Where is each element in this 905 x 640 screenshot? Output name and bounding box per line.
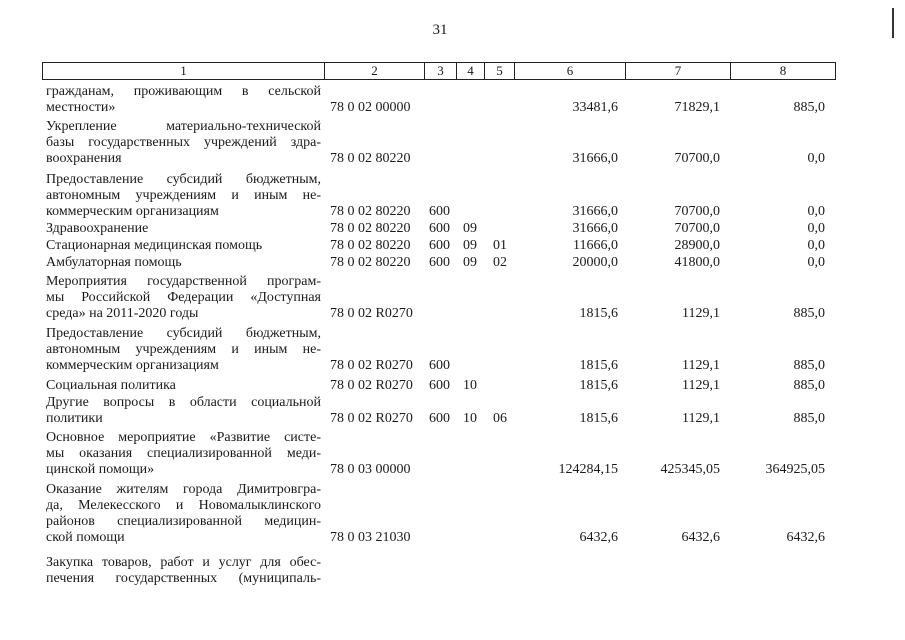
amount-col-7: 1129,1 [682, 378, 720, 393]
amount-col-6: 31666,0 [572, 204, 618, 219]
expense-type: 600 [429, 221, 450, 236]
amount-col-8: 0,0 [807, 204, 825, 219]
header-col-7: 7 [626, 63, 731, 79]
scan-edge-mark [892, 8, 894, 38]
row-description [46, 255, 321, 271]
amount-col-7: 71829,1 [674, 100, 720, 115]
expense-type: 600 [429, 204, 450, 219]
amount-col-7: 425345,05 [660, 462, 720, 477]
row-description [46, 555, 321, 587]
page-number: 31 [432, 22, 448, 38]
amount-col-8: 6432,6 [786, 530, 825, 545]
expense-type: 600 [429, 255, 450, 270]
budget-code: 78 0 03 00000 [330, 462, 411, 477]
amount-col-8: 0,0 [807, 221, 825, 236]
row-description [46, 326, 321, 374]
budget-code: 78 0 02 00000 [330, 100, 411, 115]
table-row [0, 255, 905, 271]
amount-col-6: 31666,0 [572, 221, 618, 236]
amount-col-7: 28900,0 [674, 238, 720, 253]
amount-col-8: 885,0 [793, 306, 825, 321]
row-description [46, 119, 321, 167]
amount-col-8: 0,0 [807, 255, 825, 270]
description-line: Оказание жителям города Димитровгра- [46, 482, 321, 497]
description-line: гражданам, проживающим в сельской [46, 84, 321, 99]
section-code: 09 [463, 238, 477, 253]
header-col-6: 6 [515, 63, 626, 79]
amount-col-6: 20000,0 [572, 255, 618, 270]
header-col-8: 8 [779, 63, 787, 78]
description-line: автономным учреждениям и иным не- [46, 188, 321, 203]
amount-col-6: 1815,6 [579, 411, 618, 426]
table-row [0, 274, 905, 322]
description-line: Предоставление субсидий бюджетным, [46, 172, 321, 187]
budget-code: 78 0 02 80220 [330, 255, 411, 270]
budget-code: 78 0 02 80220 [330, 221, 411, 236]
amount-col-7: 70700,0 [674, 204, 720, 219]
amount-col-7: 70700,0 [674, 151, 720, 166]
budget-code: 78 0 02 R0270 [330, 306, 413, 321]
expense-type: 600 [429, 238, 450, 253]
subsection-code: 01 [493, 238, 507, 253]
amount-col-8: 885,0 [793, 358, 825, 373]
description-line: ской помощи [46, 530, 125, 545]
budget-code: 78 0 02 80220 [330, 238, 411, 253]
expense-type: 600 [429, 358, 450, 373]
description-line: Здравоохранение [46, 221, 149, 236]
row-description [46, 172, 321, 220]
row-description [46, 84, 321, 116]
description-line: Социальная политика [46, 378, 176, 393]
budget-code: 78 0 03 21030 [330, 530, 411, 545]
section-code: 09 [463, 221, 477, 236]
table-row [0, 238, 905, 254]
amount-col-8: 885,0 [793, 378, 825, 393]
table-row [0, 395, 905, 427]
amount-col-7: 1129,1 [682, 411, 720, 426]
description-line: воохранения [46, 151, 122, 166]
row-description [46, 274, 321, 322]
header-col-3: 3 [425, 63, 457, 79]
amount-col-7: 1129,1 [682, 306, 720, 321]
section-code: 10 [463, 378, 477, 393]
description-line: районов специализированной медицин- [46, 514, 321, 529]
description-line: да, Мелекесского и Новомалыклинского [46, 498, 321, 513]
table-row [0, 326, 905, 374]
description-line: Мероприятия государственной програм- [46, 274, 321, 289]
header-col-4: 4 [457, 63, 485, 79]
description-line: Укрепление материально-технической [46, 119, 321, 134]
table-row [0, 430, 905, 478]
table-row [0, 482, 905, 546]
budget-code: 78 0 02 80220 [330, 151, 411, 166]
budget-code: 78 0 02 80220 [330, 204, 411, 219]
amount-col-8: 0,0 [807, 151, 825, 166]
amount-col-7: 1129,1 [682, 358, 720, 373]
table-row [0, 221, 905, 237]
amount-col-8: 364925,05 [765, 462, 825, 477]
description-line: Предоставление субсидий бюджетным, [46, 326, 321, 341]
description-line: местности» [46, 100, 116, 115]
amount-col-6: 33481,6 [572, 100, 618, 115]
row-description [46, 482, 321, 546]
description-line: автономным учреждениям и иным не- [46, 342, 321, 357]
description-line: цинской помощи» [46, 462, 155, 477]
row-description [46, 378, 321, 394]
description-line: коммерческим организациям [46, 358, 219, 373]
row-description [46, 395, 321, 427]
amount-col-6: 1815,6 [579, 358, 618, 373]
amount-col-6: 6432,6 [579, 530, 618, 545]
description-line: Стационарная медицинская помощь [46, 238, 263, 253]
budget-code: 78 0 02 R0270 [330, 358, 413, 373]
description-line: мы Российской Федерации «Доступная [46, 290, 321, 305]
description-line: коммерческим организациям [46, 204, 219, 219]
section-code: 10 [463, 411, 477, 426]
subsection-code: 06 [493, 411, 507, 426]
amount-col-8: 885,0 [793, 411, 825, 426]
description-line: Закупка товаров, работ и услуг для обес- [46, 555, 321, 570]
amount-col-7: 70700,0 [674, 221, 720, 236]
subsection-code: 02 [493, 255, 507, 270]
amount-col-6: 1815,6 [579, 378, 618, 393]
description-line: Другие вопросы в области социальной [46, 395, 321, 410]
header-col-5: 5 [485, 63, 515, 79]
header-col-2: 2 [325, 63, 425, 79]
table-row [0, 84, 905, 116]
table-row [0, 172, 905, 220]
amount-col-6: 31666,0 [572, 151, 618, 166]
row-description [46, 430, 321, 478]
amount-col-8: 0,0 [807, 238, 825, 253]
amount-col-8: 885,0 [793, 100, 825, 115]
description-line: среда» на 2011-2020 годы [46, 306, 199, 321]
section-code: 09 [463, 255, 477, 270]
table-row [0, 555, 905, 587]
amount-col-7: 41800,0 [674, 255, 720, 270]
budget-code: 78 0 02 R0270 [330, 411, 413, 426]
description-line: печения государственных (муниципаль- [46, 571, 321, 586]
expense-type: 600 [429, 411, 450, 426]
amount-col-7: 6432,6 [681, 530, 720, 545]
description-line: политики [46, 411, 103, 426]
description-line: Амбулаторная помощь [46, 255, 182, 270]
expense-type: 600 [429, 378, 450, 393]
row-description [46, 238, 321, 254]
description-line: базы государственных учреждений здра- [46, 135, 321, 150]
table-row [0, 119, 905, 167]
description-line: Основное мероприятие «Развитие систе- [46, 430, 321, 445]
amount-col-6: 1815,6 [579, 306, 618, 321]
table-header [42, 62, 836, 80]
amount-col-6: 124284,15 [558, 462, 618, 477]
budget-code: 78 0 02 R0270 [330, 378, 413, 393]
table-row [0, 378, 905, 394]
amount-col-6: 11666,0 [573, 238, 618, 253]
row-description [46, 221, 321, 237]
header-col-1: 1 [43, 63, 325, 79]
description-line: мы оказания специализированной меди- [46, 446, 321, 461]
